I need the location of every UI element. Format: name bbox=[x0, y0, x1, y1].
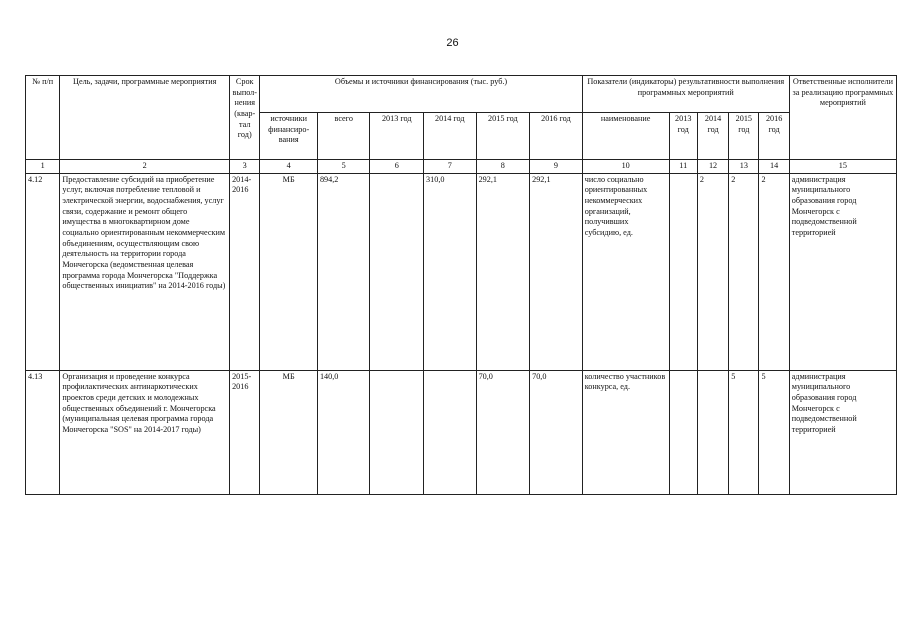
row-ind-2015: 2 bbox=[729, 173, 759, 370]
col-num-4: 4 bbox=[260, 160, 318, 174]
header-funding: Объемы и источники финансирования (тыс. руб.) bbox=[260, 76, 582, 113]
header-indicator-name: наименование bbox=[582, 113, 669, 160]
row-indicator: количество участников конкурса, ед. bbox=[582, 370, 669, 494]
row-2016: 70,0 bbox=[530, 370, 583, 494]
header-row-1 bbox=[26, 76, 897, 113]
header-ind-2016: 2016 год bbox=[759, 113, 789, 160]
header-2014: 2014 год bbox=[424, 113, 477, 160]
col-num-15: 15 bbox=[789, 160, 896, 174]
row-num: 4.13 bbox=[26, 370, 60, 494]
row-ind-2014: 2 bbox=[697, 173, 728, 370]
row-ind-2014 bbox=[697, 370, 728, 494]
row-2015: 70,0 bbox=[476, 370, 530, 494]
col-num-6: 6 bbox=[370, 160, 424, 174]
header-indicators: Показатели (индикаторы) результативности выполнения программных мероприятий bbox=[582, 76, 789, 113]
col-num-9: 9 bbox=[530, 160, 583, 174]
header-num: № п/п bbox=[26, 76, 60, 160]
header-responsible: Ответственные исполнители за реализацию программных мероприятий bbox=[789, 76, 896, 160]
row-source: МБ bbox=[260, 173, 318, 370]
row-2013 bbox=[370, 173, 424, 370]
row-responsible: администрация муниципального образования город Мончегорск с подведомственной территорией bbox=[789, 370, 896, 494]
row-ind-2016: 2 bbox=[759, 173, 789, 370]
col-num-8: 8 bbox=[476, 160, 530, 174]
header-total: всего bbox=[317, 113, 370, 160]
header-ind-2013: 2013 год bbox=[669, 113, 697, 160]
header-source: источники финансиро-вания bbox=[260, 113, 318, 160]
row-2013 bbox=[370, 370, 424, 494]
row-ind-2013 bbox=[669, 370, 697, 494]
col-num-3: 3 bbox=[230, 160, 260, 174]
col-num-14: 14 bbox=[759, 160, 789, 174]
row-term: 2015-2016 bbox=[230, 370, 260, 494]
col-num-11: 11 bbox=[669, 160, 697, 174]
col-num-12: 12 bbox=[697, 160, 728, 174]
header-goal: Цель, задачи, программные мероприятия bbox=[60, 76, 230, 160]
row-ind-2016: 5 bbox=[759, 370, 789, 494]
row-2014 bbox=[424, 370, 477, 494]
header-2015: 2015 год bbox=[476, 113, 530, 160]
col-num-7: 7 bbox=[424, 160, 477, 174]
page-number: 26 bbox=[446, 37, 459, 49]
row-num: 4.12 bbox=[26, 173, 60, 370]
col-num-5: 5 bbox=[317, 160, 370, 174]
col-num-13: 13 bbox=[729, 160, 759, 174]
header-2013: 2013 год bbox=[370, 113, 424, 160]
col-num-10: 10 bbox=[582, 160, 669, 174]
row-total: 894,2 bbox=[317, 173, 370, 370]
program-table bbox=[25, 75, 897, 495]
header-ind-2015: 2015 год bbox=[729, 113, 759, 160]
row-source: МБ bbox=[260, 370, 318, 494]
row-term: 2014-2016 bbox=[230, 173, 260, 370]
table-row bbox=[26, 370, 897, 494]
header-2016: 2016 год bbox=[530, 113, 583, 160]
row-ind-2013 bbox=[669, 173, 697, 370]
table-row bbox=[26, 173, 897, 370]
row-2016: 292,1 bbox=[530, 173, 583, 370]
column-number-row bbox=[26, 160, 897, 174]
row-goal: Организация и проведение конкурса профилактических антинаркотических проектов среди детских и молодежных общественных объединений г. Мончегорска (муниципальная целевая программа города Мончегорска "SOS" на 2014-2017 годы) bbox=[60, 370, 230, 494]
row-goal: Предоставление субсидий на приобретение услуг, включая потребление тепловой и электрической энергии, водоснабжения, услуг связи, содержание и ремонт общего имущества в многоквартирном доме социально ориентированным некоммерческим объединениям, осуществляющим свою деятельность на территории города Мончегорска (ведомственная целевая программа города Мончегорска "Поддержка общественных инициатив" на 2014-2016 годы) bbox=[60, 173, 230, 370]
row-indicator: число социально ориентированных некоммерческих организаций, получивших субсидию, ед. bbox=[582, 173, 669, 370]
col-num-1: 1 bbox=[26, 160, 60, 174]
col-num-2: 2 bbox=[60, 160, 230, 174]
row-2014: 310,0 bbox=[424, 173, 477, 370]
header-term: Срок выпол-нения (квар-тал год) bbox=[230, 76, 260, 160]
row-2015: 292,1 bbox=[476, 173, 530, 370]
header-ind-2014: 2014 год bbox=[697, 113, 728, 160]
row-responsible: администрация муниципального образования город Мончегорск с подведомственной территорией bbox=[789, 173, 896, 370]
row-ind-2015: 5 bbox=[729, 370, 759, 494]
row-total: 140,0 bbox=[317, 370, 370, 494]
